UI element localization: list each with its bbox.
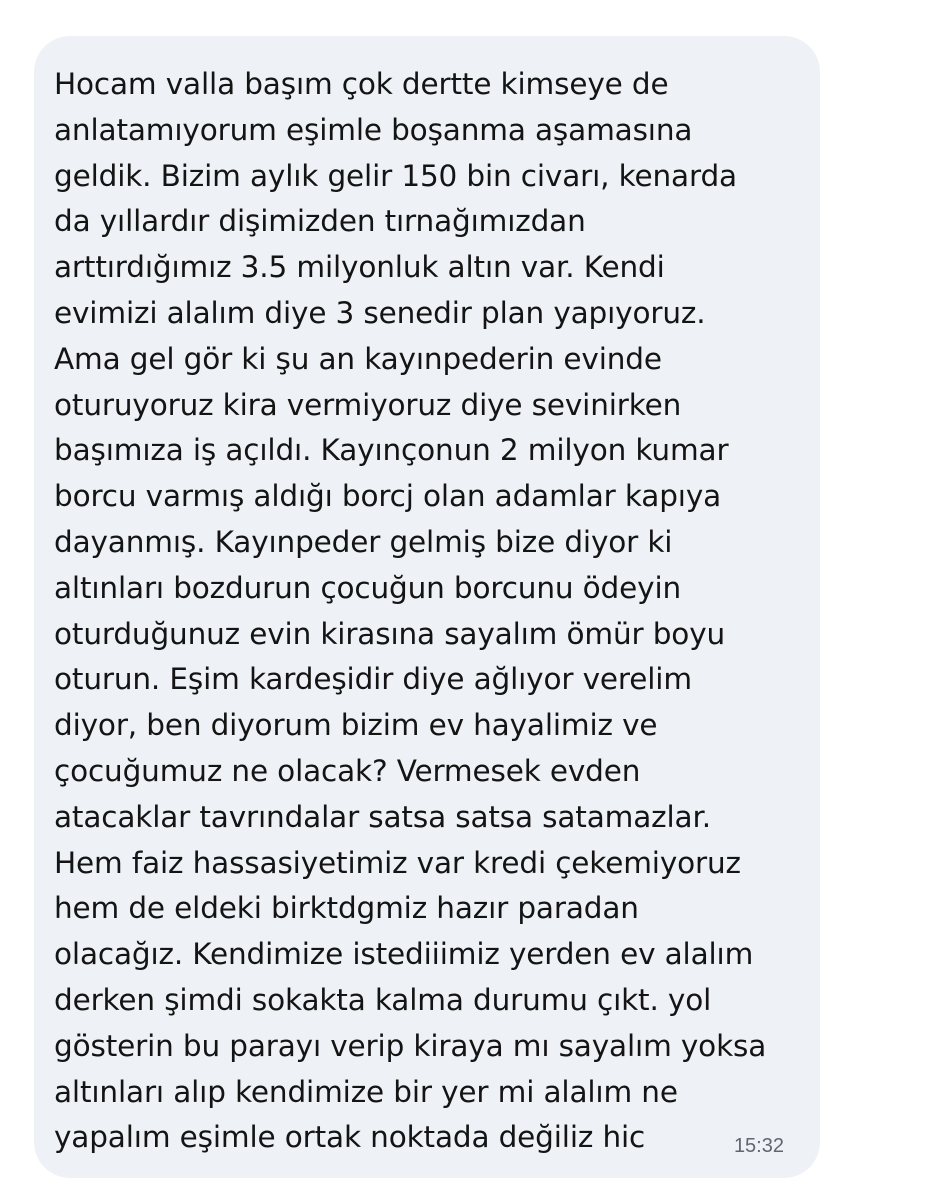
message-line-15: diyor, ben diyorum bizim ev hayalimiz ve	[54, 708, 658, 743]
message-text	[54, 62, 794, 1161]
message-line-20: olacağız. Kendimize istediiimiz yerden ev alalım	[54, 937, 754, 972]
message-line-5: arttırdığımız 3.5 milyonluk altın var. Kendi	[54, 250, 665, 285]
message-line-11: dayanmış. Kayınpeder gelmiş bize diyor ki	[54, 524, 673, 559]
message-line-3: geldik. Bizim aylık gelir 150 bin civarı, kenarda	[54, 158, 737, 193]
message-line-7: Ama gel gör ki şu an kayınpederin evinde	[54, 341, 662, 376]
message-line-13: oturduğunuz evin kirasına sayalım ömür boyu	[54, 616, 726, 651]
message-timestamp: 15:32	[733, 1135, 784, 1157]
message-line-10: borcu varmış aldığı borcj olan adamlar kapıya	[54, 479, 722, 514]
message-line-4: da yıllardır dişimizden tırnağımızdan	[54, 204, 586, 239]
message-line-1: Hocam valla başım çok dertte kimseye de	[54, 67, 669, 101]
message-line-22: gösterin bu parayı verip kiraya mı sayalım yoksa	[54, 1028, 767, 1063]
message-bubble[interactable]	[34, 36, 820, 1178]
message-line-16: çocuğumuz ne olacak? Vermesek evden	[54, 753, 641, 788]
message-line-8: oturuyoruz kira vermiyoruz diye sevinirken	[54, 387, 682, 422]
message-line-12: altınları bozdurun çocuğun borcunu ödeyin	[54, 570, 682, 605]
message-line-9: başımıza iş açıldı. Kayınçonun 2 milyon kumar	[54, 433, 729, 468]
message-line-14: oturun. Eşim kardeşidir diye ağlıyor verelim	[54, 662, 692, 697]
message-line-21: derken şimdi sokakta kalma durumu çıkt. yol	[54, 982, 712, 1017]
message-line-2: anlatamıyorum eşimle boşanma aşamasına	[54, 112, 693, 147]
message-line-23: altınları alıp kendimize bir yer mi alalım ne	[54, 1074, 678, 1109]
message-line-18: Hem faiz hassasiyetimiz var kredi çekemiyoruz	[54, 845, 741, 880]
message-line-6: evimizi alalım diye 3 senedir plan yapıyoruz.	[54, 295, 706, 330]
message-line-17: atacaklar tavrındalar satsa satsa satamazlar.	[54, 799, 711, 834]
message-line-19: hem de eldeki birktdgmiz hazır paradan	[54, 891, 639, 926]
message-line-24: yapalım eşimle ortak noktada değiliz hic	[54, 1120, 646, 1155]
